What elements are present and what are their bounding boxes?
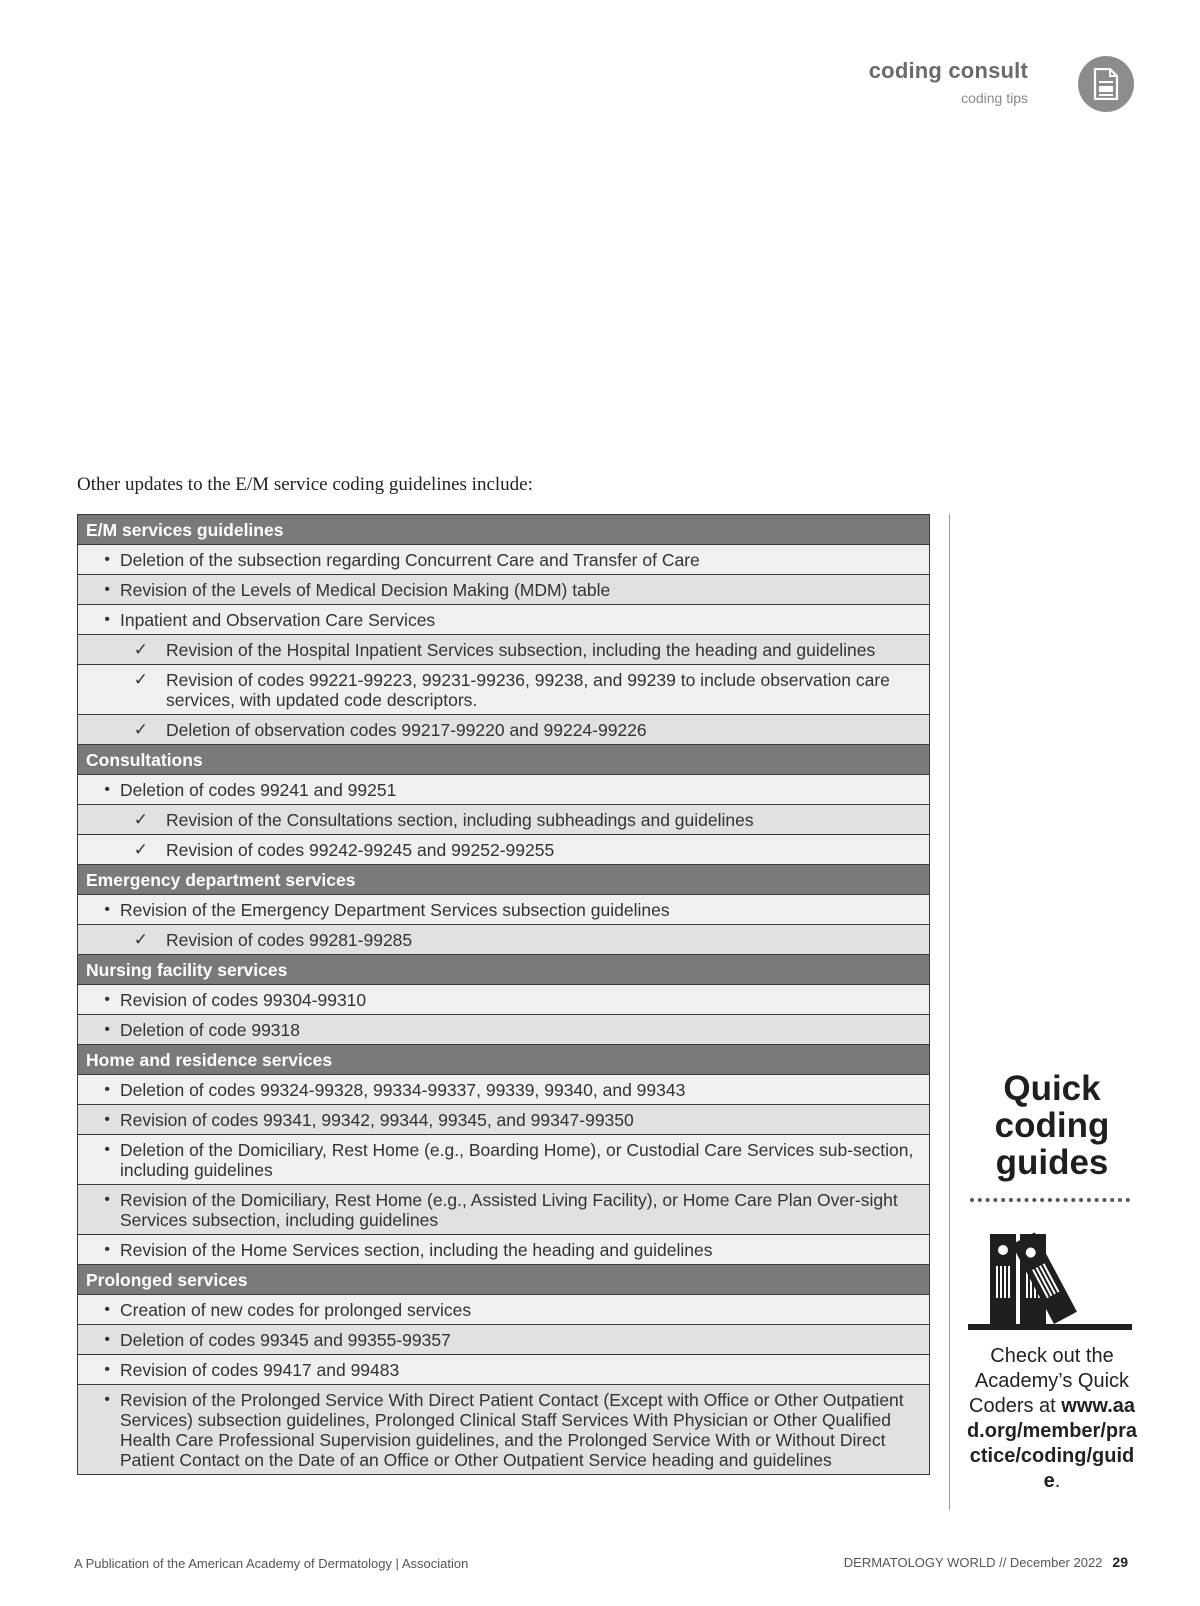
bullet-icon: • xyxy=(104,1361,110,1378)
table-row-text: Inpatient and Observation Care Services xyxy=(120,610,436,630)
table-row xyxy=(78,1135,929,1185)
table-row-text: Revision of the Home Services section, including the heading and guidelines xyxy=(120,1240,713,1260)
table-row xyxy=(78,1295,929,1325)
table-row xyxy=(78,605,929,635)
bullet-icon: • xyxy=(104,1111,110,1128)
table-row xyxy=(78,1185,929,1235)
dotted-divider xyxy=(970,1198,1130,1202)
bullet-icon: • xyxy=(104,1021,110,1038)
table-section-header: Consultations xyxy=(78,745,929,775)
table-row xyxy=(78,635,929,665)
checkmark-icon: ✓ xyxy=(133,640,148,659)
table-row-text: Deletion of the subsection regarding Concurrent Care and Transfer of Care xyxy=(120,550,700,570)
table-row xyxy=(78,925,929,955)
table-section-header: Prolonged services xyxy=(78,1265,929,1295)
table-row xyxy=(78,1105,929,1135)
table-row xyxy=(78,985,929,1015)
checkmark-icon: ✓ xyxy=(133,840,148,859)
section-title: coding consult xyxy=(868,58,1028,83)
table-row-text: Deletion of codes 99324-99328, 99334-99337, 99339, 99340, and 99343 xyxy=(120,1080,686,1100)
table-row-text: Revision of codes 99242-99245 and 99252-99255 xyxy=(166,840,555,860)
bullet-icon: • xyxy=(104,901,110,918)
table-section-header: Home and residence services xyxy=(78,1045,929,1075)
table-section-header: Nursing facility services xyxy=(78,955,929,985)
footer-issue xyxy=(844,1554,1128,1570)
table-row-text: Deletion of codes 99345 and 99355-99357 xyxy=(120,1330,451,1350)
quick-coders-link[interactable]: www.aad.org/member/practice/coding/guide xyxy=(966,1395,1138,1492)
table-row-text: Revision of codes 99221-99223, 99231-99236, 99238, and 99239 to include observation care services, with updated code descriptors. xyxy=(166,670,890,710)
title-line: Quick xyxy=(1003,1069,1101,1108)
document-icon xyxy=(1078,56,1134,112)
bullet-icon: • xyxy=(104,1191,110,1208)
bullet-icon: • xyxy=(104,611,110,628)
bullet-icon: • xyxy=(104,1331,110,1348)
bullet-icon: • xyxy=(104,1391,110,1408)
title-line: guides xyxy=(995,1143,1109,1182)
table-row-text: Deletion of the Domiciliary, Rest Home (e.g., Boarding Home), or Custodial Care Services sub-section, including guidelines xyxy=(120,1140,914,1180)
table-row xyxy=(78,775,929,805)
checkmark-icon: ✓ xyxy=(133,810,148,829)
table-row-text: Revision of the Consultations section, including subheadings and guidelines xyxy=(166,810,754,830)
table-row xyxy=(78,1385,929,1474)
table-row-text: Deletion of observation codes 99217-99220 and 99224-99226 xyxy=(166,720,647,740)
quick-coders-intro: Check out the Academy’s Quick Coders at xyxy=(969,1345,1130,1417)
quick-coding-guides-title xyxy=(962,1070,1142,1181)
table-row-text: Creation of new codes for prolonged services xyxy=(120,1300,472,1320)
bullet-icon: • xyxy=(104,1141,110,1158)
table-row-text: Revision of the Prolonged Service With Direct Patient Contact (Except with Office or Other Outpatient Services) subsection guidelines, Prolonged Clinical Staff Services With Physician or Other Qualified Health Care Professional Supervision guidelines, and the Prolonged Service With or Without Direct Patient Contact on the Date of an Office or Other Outpatient Service heading and guidelines xyxy=(120,1390,904,1470)
table-row-text: Revision of codes 99304-99310 xyxy=(120,990,367,1010)
bullet-icon: • xyxy=(104,581,110,598)
table-row-text: Deletion of codes 99241 and 99251 xyxy=(120,780,397,800)
books-icon xyxy=(968,1228,1132,1337)
table-row-text: Revision of codes 99341, 99342, 99344, 99345, and 99347-99350 xyxy=(120,1110,634,1130)
table-row xyxy=(78,1325,929,1355)
bullet-icon: • xyxy=(104,1241,110,1258)
bullet-icon: • xyxy=(104,551,110,568)
section-header xyxy=(768,58,1028,106)
table-row xyxy=(78,575,929,605)
table-row xyxy=(78,1075,929,1105)
footer-issue-text: DERMATOLOGY WORLD // December 2022 xyxy=(843,1555,1103,1570)
bullet-icon: • xyxy=(104,1301,110,1318)
column-divider xyxy=(949,514,950,1510)
table-row-text: Deletion of code 99318 xyxy=(120,1020,300,1040)
table-row-text: Revision of the Domiciliary, Rest Home (e.g., Assisted Living Facility), or Home Care Plan Over-sight Services subsection, including guidelines xyxy=(120,1190,898,1230)
table-row-text: Revision of codes 99281-99285 xyxy=(166,930,413,950)
table-row xyxy=(78,715,929,745)
checkmark-icon: ✓ xyxy=(133,670,148,689)
table-section-header: Emergency department services xyxy=(78,865,929,895)
checkmark-icon: ✓ xyxy=(133,930,148,949)
bullet-icon: • xyxy=(104,1081,110,1098)
bullet-icon: • xyxy=(104,781,110,798)
page-number: 29 xyxy=(1112,1554,1128,1570)
table-row xyxy=(78,665,929,715)
table-section-header: E/M services guidelines xyxy=(78,515,929,545)
table-row-text: Revision of the Hospital Inpatient Services subsection, including the heading and guidelines xyxy=(166,640,876,660)
intro-text: Other updates to the E/M service coding guidelines include: xyxy=(77,474,533,495)
table-row xyxy=(78,895,929,925)
section-subtitle: coding tips xyxy=(961,90,1028,106)
checkmark-icon: ✓ xyxy=(133,720,148,739)
guidelines-table xyxy=(77,514,930,1475)
table-row-text: Revision of the Levels of Medical Decision Making (MDM) table xyxy=(120,580,611,600)
title-line: coding xyxy=(994,1106,1110,1145)
quick-coders-text xyxy=(962,1344,1142,1494)
footer-publisher: A Publication of the American Academy of Dermatology | Association xyxy=(74,1556,469,1571)
table-row xyxy=(78,1355,929,1385)
table-row xyxy=(78,835,929,865)
table-row xyxy=(78,1015,929,1045)
table-row-text: Revision of the Emergency Department Services subsection guidelines xyxy=(120,900,670,920)
table-row xyxy=(78,545,929,575)
quick-coders-period: . xyxy=(1054,1470,1061,1492)
table-row xyxy=(78,1235,929,1265)
bullet-icon: • xyxy=(104,991,110,1008)
table-row xyxy=(78,805,929,835)
table-row-text: Revision of codes 99417 and 99483 xyxy=(120,1360,400,1380)
